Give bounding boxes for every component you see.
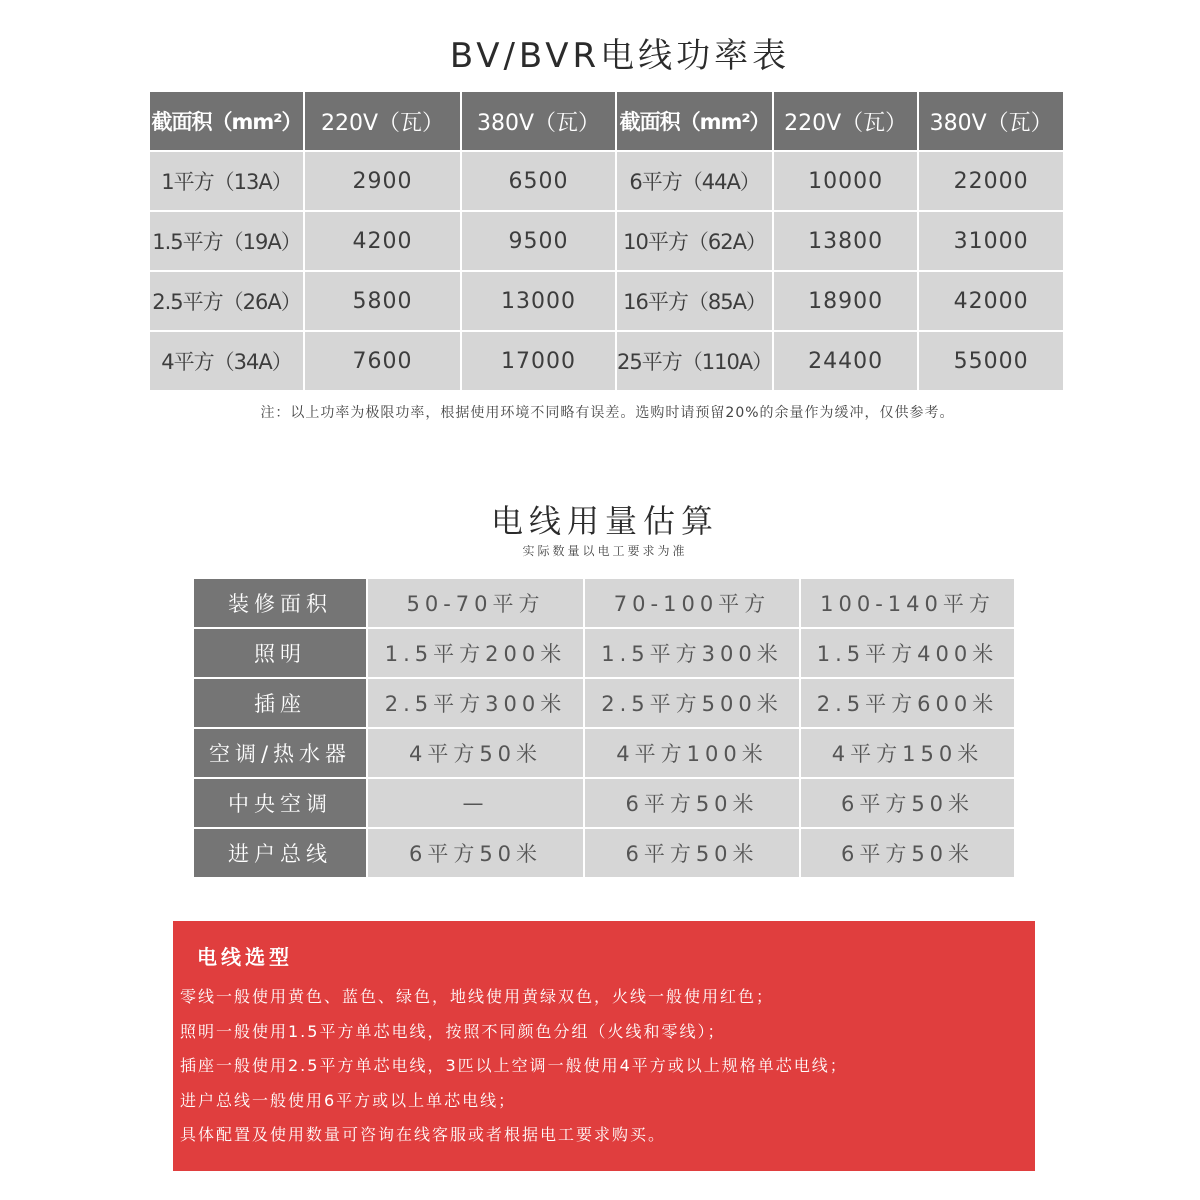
- usage-table-title: 电线用量估算: [490, 502, 719, 540]
- header-cross-section: 截面积（mm²）: [149, 91, 304, 151]
- table-cell: 13000: [461, 271, 616, 331]
- power-table-note: 注：以上功率为极限功率，根据使用环境不同略有误差。选购时请预留20%的余量作为缓冲，仅供参考。: [260, 405, 955, 421]
- header-380v: 380V（瓦）: [918, 91, 1064, 151]
- table-cell: 2.5平方600米: [800, 678, 1015, 728]
- table-cell: 6500: [461, 151, 616, 211]
- table-row: [193, 828, 1015, 878]
- wire-selection-box: [173, 921, 1035, 1171]
- table-cell: 31000: [918, 211, 1064, 271]
- table-row: [149, 211, 1064, 271]
- table-cell: 6平方50米: [800, 778, 1015, 828]
- wire-selection-line: 零线一般使用黄色、蓝色、绿色，地线使用黄绿双色，火线一般使用红色；: [180, 987, 775, 1006]
- table-cell: 6平方（44A）: [616, 151, 773, 211]
- table-cell: 4平方50米: [367, 728, 584, 778]
- table-row: [193, 728, 1015, 778]
- header-area-range: 100-140平方: [800, 578, 1015, 628]
- table-cell: 1平方（13A）: [149, 151, 304, 211]
- header-220v: 220V（瓦）: [773, 91, 918, 151]
- table-cell: 1.5平方（19A）: [149, 211, 304, 271]
- table-cell: 24400: [773, 331, 918, 391]
- table-cell: 2.5平方500米: [584, 678, 800, 728]
- power-table-title: BV/BVR电线功率表: [449, 36, 791, 76]
- table-cell: 16平方（85A）: [616, 271, 773, 331]
- table-cell: 2.5平方300米: [367, 678, 584, 728]
- wire-selection-line: 进户总线一般使用6平方或以上单芯电线；: [180, 1090, 517, 1110]
- table-row: [149, 151, 1064, 211]
- table-cell: 22000: [918, 151, 1064, 211]
- header-380v: 380V（瓦）: [461, 91, 616, 151]
- header-area-range: 50-70平方: [367, 578, 584, 628]
- table-row: [149, 271, 1064, 331]
- table-cell: 4平方（34A）: [149, 331, 304, 391]
- table-row: [193, 778, 1015, 828]
- table-cell: 6平方50米: [800, 828, 1015, 878]
- header-cross-section: 截面积（mm²）: [616, 91, 773, 151]
- table-cell: —: [367, 778, 584, 828]
- row-label: 插座: [193, 678, 367, 728]
- power-table: [148, 90, 1065, 392]
- table-row: [149, 331, 1064, 391]
- header-220v: 220V（瓦）: [304, 91, 461, 151]
- usage-table-subtitle: 实际数量以电工要求为准: [522, 544, 688, 558]
- table-cell: 10平方（62A）: [616, 211, 773, 271]
- row-label: 照明: [193, 628, 367, 678]
- table-cell: 17000: [461, 331, 616, 391]
- table-cell: 4200: [304, 211, 461, 271]
- table-cell: 1.5平方400米: [800, 628, 1015, 678]
- table-row: [193, 678, 1015, 728]
- table-cell: 7600: [304, 331, 461, 391]
- table-cell: 9500: [461, 211, 616, 271]
- table-cell: 4平方100米: [584, 728, 800, 778]
- wire-selection-heading: 电线选型: [197, 945, 293, 969]
- table-cell: 18900: [773, 271, 918, 331]
- usage-table: [192, 577, 1016, 879]
- table-cell: 5800: [304, 271, 461, 331]
- table-row: [193, 628, 1015, 678]
- table-cell: 1.5平方200米: [367, 628, 584, 678]
- table-cell: 1.5平方300米: [584, 628, 800, 678]
- table-cell: 10000: [773, 151, 918, 211]
- row-label: 中央空调: [193, 778, 367, 828]
- header-area: 装修面积: [193, 578, 367, 628]
- power-table-header-row: [149, 91, 1064, 151]
- wire-selection-line: 照明一般使用1.5平方单芯电线，按照不同颜色分组（火线和零线）；: [180, 1021, 726, 1041]
- wire-selection-line: 具体配置及使用数量可咨询在线客服或者根据电工要求购买。: [180, 1125, 667, 1144]
- table-cell: 4平方150米: [800, 728, 1015, 778]
- table-cell: 25平方（110A）: [616, 331, 773, 391]
- table-cell: 6平方50米: [367, 828, 584, 878]
- wire-selection-line: 插座一般使用2.5平方单芯电线，3匹以上空调一般使用4平方或以上规格单芯电线；: [180, 1056, 848, 1075]
- row-label: 空调/热水器: [193, 728, 367, 778]
- table-cell: 6平方50米: [584, 828, 800, 878]
- table-cell: 2.5平方（26A）: [149, 271, 304, 331]
- usage-header-row: [193, 578, 1015, 628]
- table-cell: 13800: [773, 211, 918, 271]
- table-cell: 2900: [304, 151, 461, 211]
- header-area-range: 70-100平方: [584, 578, 800, 628]
- table-cell: 6平方50米: [584, 778, 800, 828]
- table-cell: 42000: [918, 271, 1064, 331]
- row-label: 进户总线: [193, 828, 367, 878]
- table-cell: 55000: [918, 331, 1064, 391]
